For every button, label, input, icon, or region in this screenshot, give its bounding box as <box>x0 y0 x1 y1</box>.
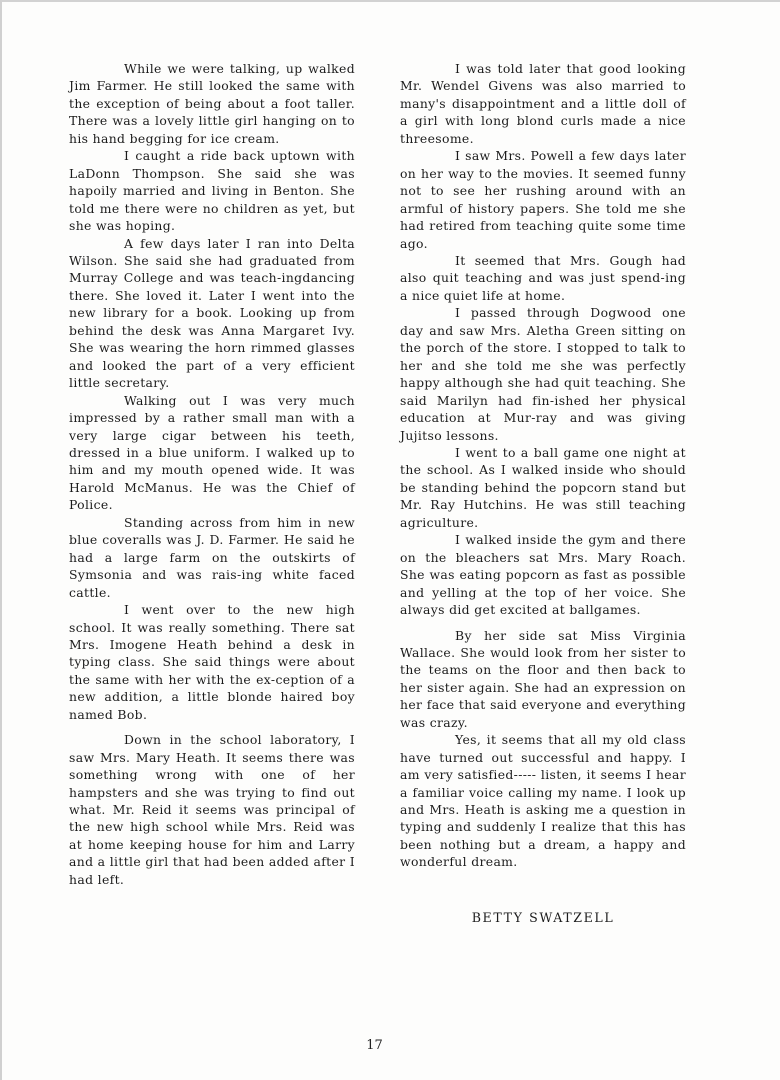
paragraph-harold-mcmanus: Walking out I was very much impressed by a rather small man with a very large cigar between his teeth, dressed in a blue uniform. I walked up to him and my mouth opened wide. It was Harold McManus. He was the Chief of Police. <box>69 392 355 513</box>
paragraph-jim-farmer: While we were talking, up walked Jim Farmer. He still looked the same with the exception of being about a foot taller. There was a lovely little girl hanging on to his hand begging for ice cream. <box>69 61 355 146</box>
paragraph-aletha-green: I passed through Dogwood one day and saw Mrs. Aletha Green sitting on the porch of the store. I stopped to talk to her and she told me she was perfectly happy although she had quit teaching. She said Marilyn had fin-ished her physical education at Mur-ray and was giving Jujitso lessons. <box>400 305 686 443</box>
paragraph-conclusion: Yes, it seems that all my old class have turned out successful and happy. I am very satisfied----- listen, it seems I hear a familiar voice calling my name. I look up and Mrs. Heath is asking me a question in typing and suddenly I realize that this has been nothing but a dream, a happy and wonderful dream. <box>400 732 686 870</box>
paragraph-jd-farmer: Standing across from him in new blue coveralls was J. D. Farmer. He said he had a large farm on the outskirts of Symsonia and was rais-ing white faced cattle. <box>69 514 355 600</box>
paragraph-delta-wilson: A few days later I ran into Delta Wilson. She said she had graduated from Murray College and was teach-ingdancing there. She loved it. Later I went into the new library for a book. Looking up from behind the desk was Anna Margaret Ivy. She was wearing the horn rimmed glasses and looked the part of a very efficient little secretary. <box>69 235 355 391</box>
paragraph-mrs-powell: I saw Mrs. Powell a few days later on her way to the movies. It seemed funny not to see her rushing around with an armful of history papers. She told me she had retired from teaching quite some time ago. <box>400 148 686 251</box>
paragraph-wendel-givens: I was told later that good looking Mr. Wendel Givens was also married to many's disappointment and a little doll of a girl with long blond curls made a nice threesome. <box>400 61 686 146</box>
left-column <box>69 60 355 888</box>
author-signature: BETTY SWATZELL <box>471 910 615 925</box>
paragraph-imogene-heath: I went over to the new high school. It was really something. There sat Mrs. Imogene Heath behind a desk in typing class. She said things were about the same with her with the ex-ception of a new addition, a little blonde haired boy named Bob. <box>69 602 355 722</box>
paragraph-ray-hutchins: I went to a ball game one night at the school. As I walked inside who should be standing behind the popcorn stand but Mr. Ray Hutchins. He was still teaching agriculture. <box>400 444 686 530</box>
paragraph-mary-roach: I walked inside the gym and there on the bleachers sat Mrs. Mary Roach. She was eating popcorn as fast as possible and yelling at the top of her voice. She always did get excited at ballgames. <box>400 532 686 618</box>
paragraph-virginia-wallace: By her side sat Miss Virginia Wallace. She would look from her sister to the teams on the floor and then back to her sister again. She had an expression on her face that said everyone and everything was crazy. <box>400 627 686 730</box>
right-column <box>400 60 686 871</box>
paragraph-ladonn-thompson: I caught a ride back uptown with LaDonn Thompson. She said she was hapoily married and living in Benton. She told me there were no children as yet, but she was hoping. <box>69 148 355 234</box>
paragraph-mary-heath: Down in the school laboratory, I saw Mrs. Mary Heath. It seems there was something wrong with one of her hampsters and she was trying to find out what. Mr. Reid it seems was principal of the new high school while Mrs. Reid was at home keeping house for him and Larry and a little girl that had been added after I had left. <box>69 732 355 887</box>
page-number: 17 <box>366 1038 383 1053</box>
paragraph-mrs-gough: It seemed that Mrs. Gough had also quit teaching and was just spend-ing a nice quiet life at home. <box>400 252 686 303</box>
